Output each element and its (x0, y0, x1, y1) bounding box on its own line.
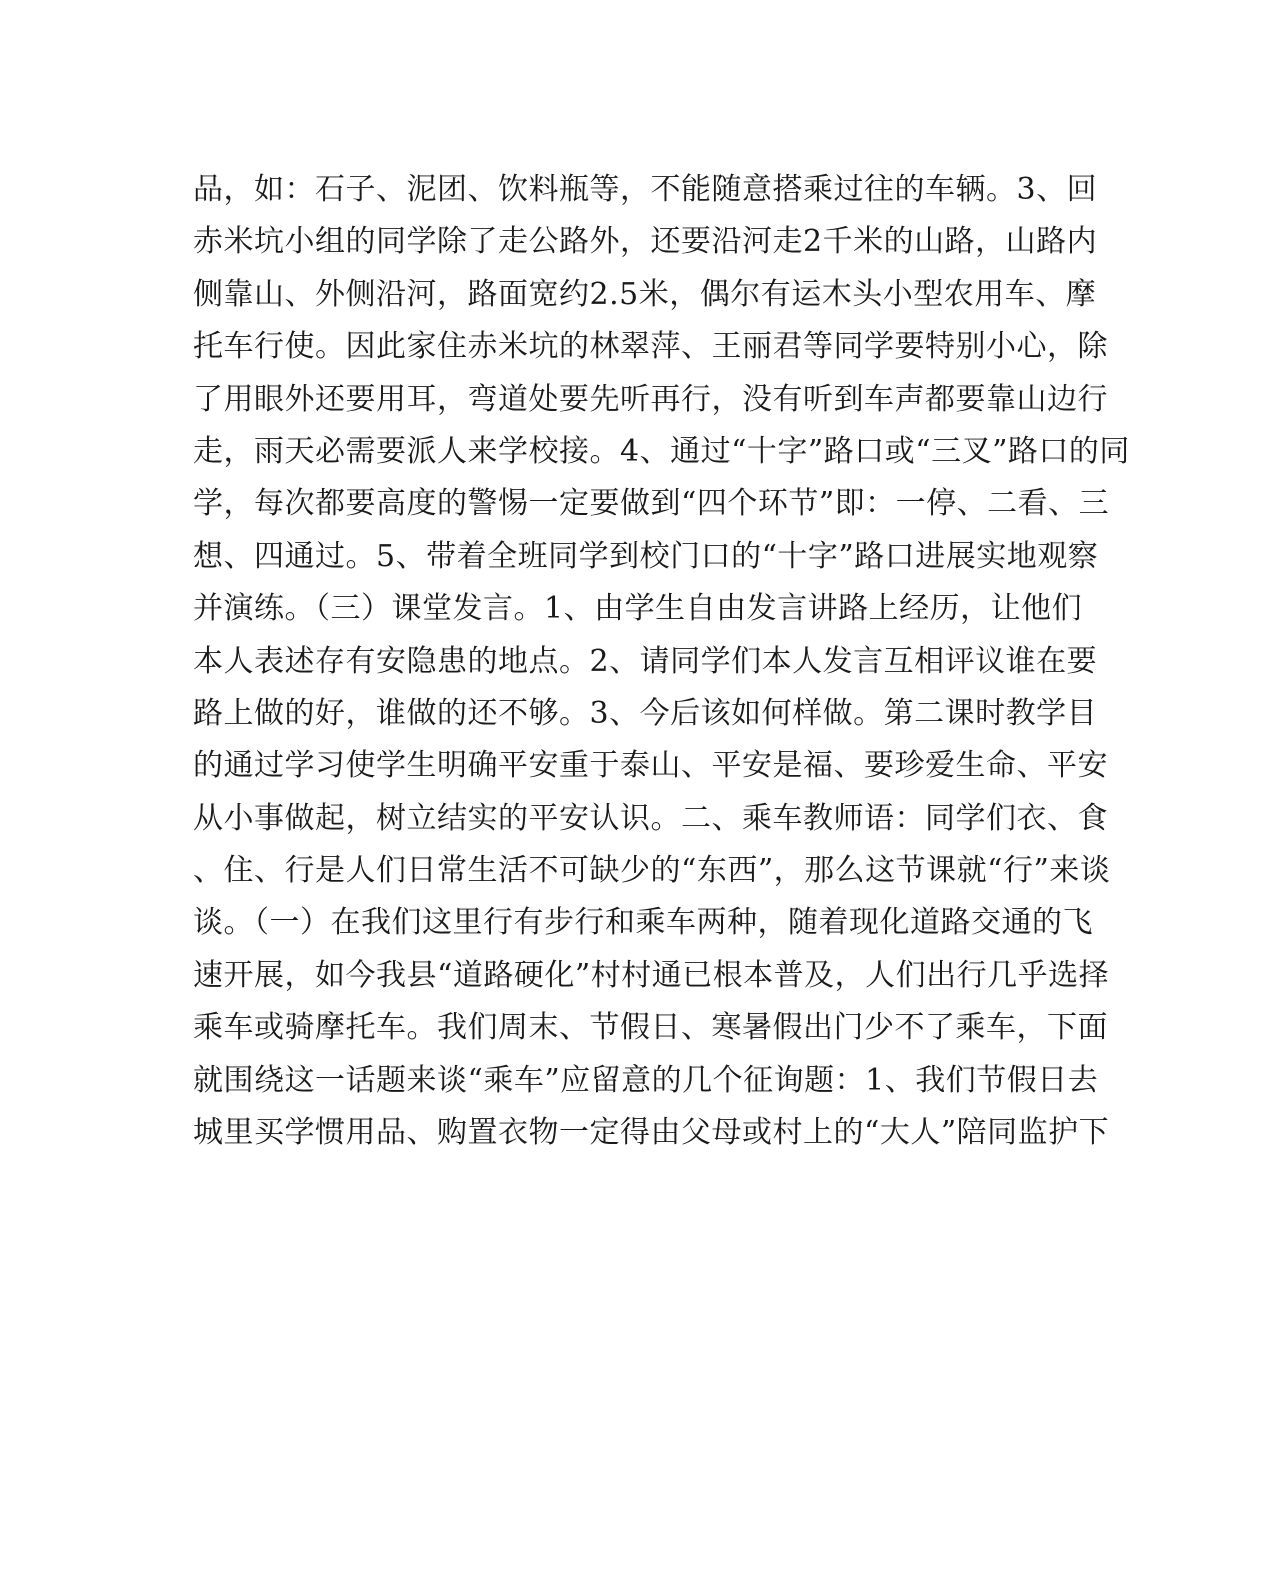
text-line: 乘车或骑摩托车。我们周末、节假日、寒暑假出门少不了乘车，下面 (193, 1010, 1108, 1046)
text-line: 、住、行是人们日常生活不可缺少的“东西”，那么这节课就“行”来谈 (193, 853, 1111, 889)
text-line: 托车行使。因此家住赤米坑的林翠萍、王丽君等同学要特别小心，除 (193, 329, 1108, 365)
text-line: 城里买学惯用品、购置衣物一定得由父母或村上的“大人”陪同监护下 (193, 1115, 1110, 1151)
text-line: 本人表述存有安隐患的地点。2、请同学们本人发言互相评议谁在要 (193, 643, 1098, 679)
text-line: 学，每次都要高度的警惕一定要做到“四个环节”即：一停、二看、三 (193, 486, 1110, 522)
text-line: 的通过学习使学生明确平安重于泰山、平安是福、要珍爱生命、平安 (193, 748, 1108, 784)
text-line: 侧靠山、外侧沿河，路面宽约2.5米，偶尔有运木头小型农用车、摩 (193, 276, 1097, 312)
text-line: 走，雨天必需要派人来学校接。4、通过“十字”路口或“三叉”路口的同 (193, 433, 1130, 469)
text-line: 谈。（一）在我们这里行有步行和乘车两种，随着现化道路交通的飞 (193, 905, 1093, 941)
text-line: 就围绕这一话题来谈“乘车”应留意的几个征询题：1、我们节假日去 (193, 1062, 1099, 1098)
text-line: 从小事做起，树立结实的平安认识。二、乘车教师语：同学们衣、食 (193, 800, 1108, 836)
text-line: 速开展，如今我县“道路硬化”村村通已根本普及，人们出行几乎选择 (193, 957, 1110, 993)
text-line: 品，如：石子、泥团、饮料瓶等，不能随意搭乘过往的车辆。3、回 (193, 172, 1098, 207)
body-text (193, 164, 1130, 1159)
text-line: 路上做的好，谁做的还不够。3、今后该如何样做。第二课时教学目 (193, 695, 1098, 731)
text-line: 了用眼外还要用耳，弯道处要先听再行，没有听到车声都要靠山边行 (193, 381, 1108, 417)
text-line: 并演练。（三）课堂发言。1、由学生自由发言讲路上经历，让他们 (193, 591, 1083, 627)
text-line: 想、四通过。5、带着全班同学到校门口的“十字”路口进展实地观察 (193, 538, 1099, 574)
text-line: 赤米坑小组的同学除了走公路外，还要沿河走2千米的山路，山路内 (193, 224, 1098, 260)
